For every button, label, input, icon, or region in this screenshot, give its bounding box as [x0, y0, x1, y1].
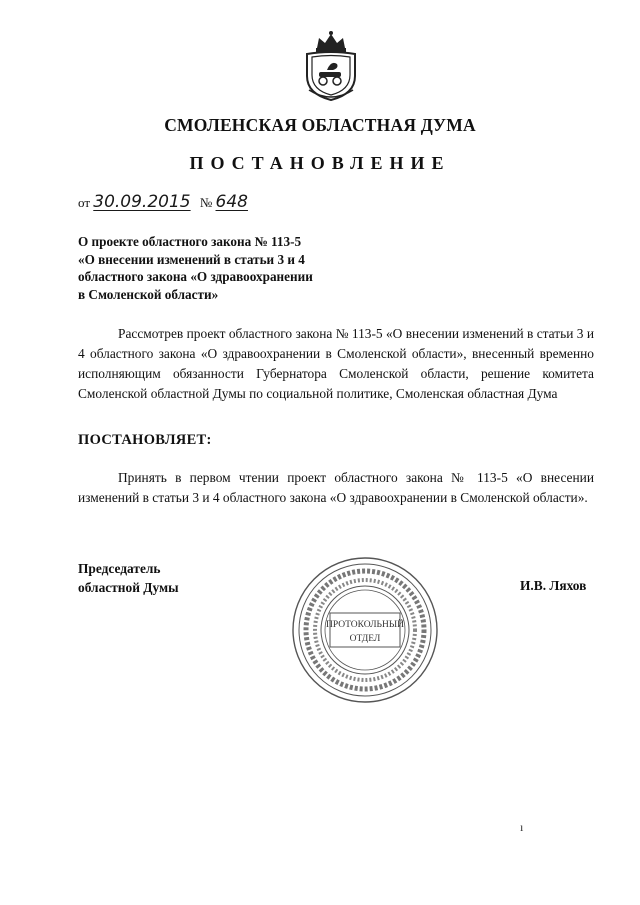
date-number-line: [78, 192, 248, 212]
stamp-text-line: ПРОТОКОЛЬНЫЙ: [325, 620, 405, 630]
number-prefix: №: [199, 195, 213, 210]
handwritten-date: 30.09.2015: [93, 192, 191, 212]
coat-of-arms-icon: [299, 30, 363, 102]
handwritten-number: 648: [215, 192, 248, 212]
date-prefix: от: [78, 195, 91, 210]
subject-line: «О внесении изменений в статьи 3 и 4: [78, 251, 305, 267]
subject-block: [78, 233, 378, 303]
subject-line: О проекте областного закона № 113-5: [78, 234, 302, 249]
stamp-text-line: ОТДЕЛ: [349, 634, 381, 644]
resolves-heading: ПОСТАНОВЛЯЕТ:: [78, 432, 212, 448]
scan-mark: ı: [520, 820, 524, 834]
signatory-name: И.В. Ляхов: [520, 578, 587, 593]
preamble-paragraph: Рассмотрев проект областного закона № 113-5 «О внесении изменений в статьи 3 и 4 областного закона «О здравоохранении в Смоленской области», внесенный временно исполняющим обязанности Губернатора Смоленской области, решение комитета Смоленской областной Думы по социальной политике, Смоленская областная Дума: [78, 326, 594, 401]
subject-line: в Смоленской области»: [78, 286, 219, 302]
document-type-title: ПОСТАНОВЛЕНИЕ: [189, 153, 451, 173]
round-seal-icon: [290, 555, 440, 705]
decision-paragraph: Принять в первом чтении проект областного закона № 113-5 «О внесении изменений в статьи 3 и 4 областного закона «О здравоохранении в Смоленской области».: [78, 470, 594, 505]
organization-title: СМОЛЕНСКАЯ ОБЛАСТНАЯ ДУМА: [164, 115, 476, 135]
signatory-title-line: областной Думы: [78, 580, 179, 595]
subject-line: областного закона «О здравоохранении: [78, 269, 313, 284]
signatory-title-line: Председатель: [78, 561, 161, 576]
signatory-title: [78, 559, 179, 597]
